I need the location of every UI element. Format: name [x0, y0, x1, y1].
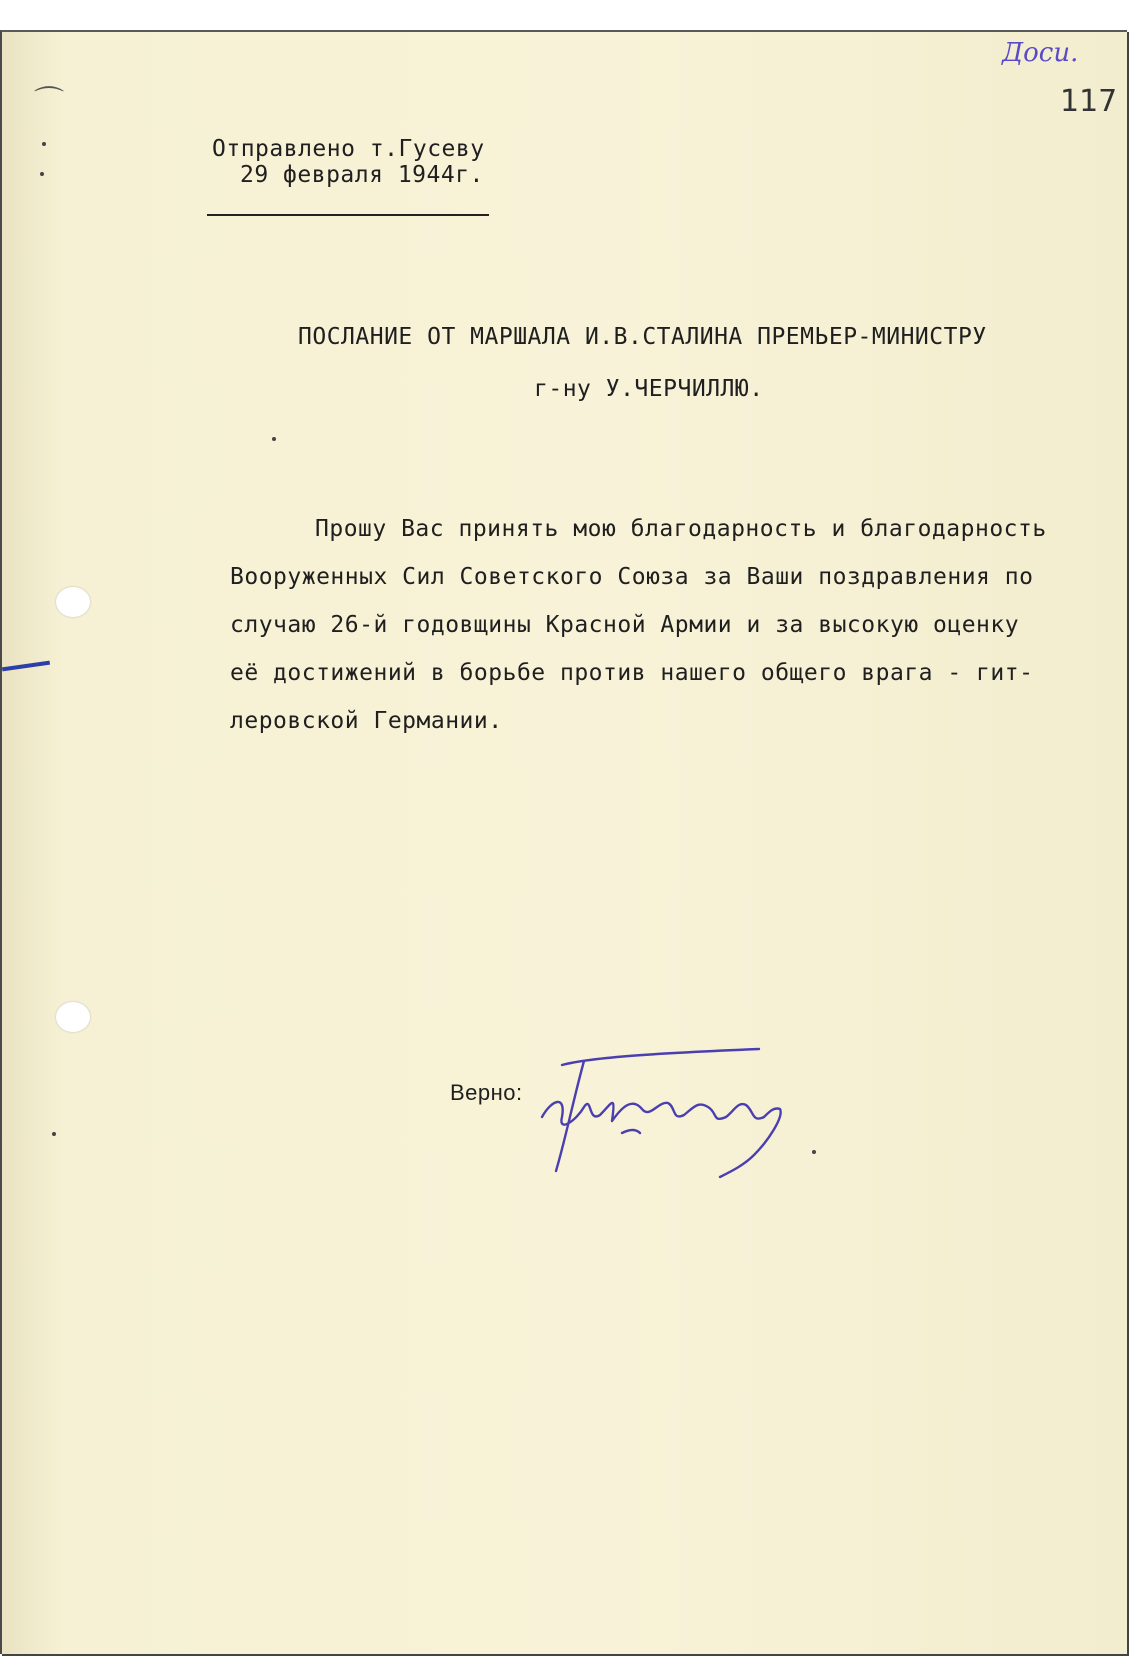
speck: [52, 1132, 56, 1136]
sent-date-line: 29 февраля 1944г.: [240, 162, 484, 188]
ink-mark: [2, 661, 50, 672]
body-line-5: леровской Германии.: [230, 708, 503, 734]
title-line-2: г-ну У.ЧЕРЧИЛЛЮ.: [534, 376, 764, 402]
body-line-2: Вооруженных Сил Советского Союза за Ваши поздравления по: [230, 564, 1034, 590]
body-line-1: Прошу Вас принять мою благодарность и благодарность: [315, 516, 1047, 542]
speck: [40, 172, 44, 176]
header-underline: [207, 214, 489, 216]
speck: [42, 142, 46, 146]
handwritten-note: Доси.: [1002, 38, 1079, 68]
document-page: [0, 30, 1127, 1654]
punch-hole-bottom: [56, 1002, 90, 1032]
signature: [522, 1037, 822, 1187]
sent-to-line: Отправлено т.Гусеву: [212, 136, 485, 162]
body-line-3: случаю 26-й годовщины Красной Армии и за высокую оценку: [230, 612, 1020, 638]
page-number: 117: [1060, 84, 1118, 119]
margin-scribble: ⌒: [34, 85, 64, 120]
punch-hole-top: [56, 587, 90, 617]
title-line-1: ПОСЛАНИЕ ОТ МАРШАЛА И.В.СТАЛИНА ПРЕМЬЕР-МИНИСТРУ: [298, 324, 987, 350]
body-line-4: её достижений в борьбе против нашего общего врага - гит-: [230, 660, 1034, 686]
speck: [272, 437, 276, 441]
certified-label: Верно:: [450, 1080, 523, 1105]
